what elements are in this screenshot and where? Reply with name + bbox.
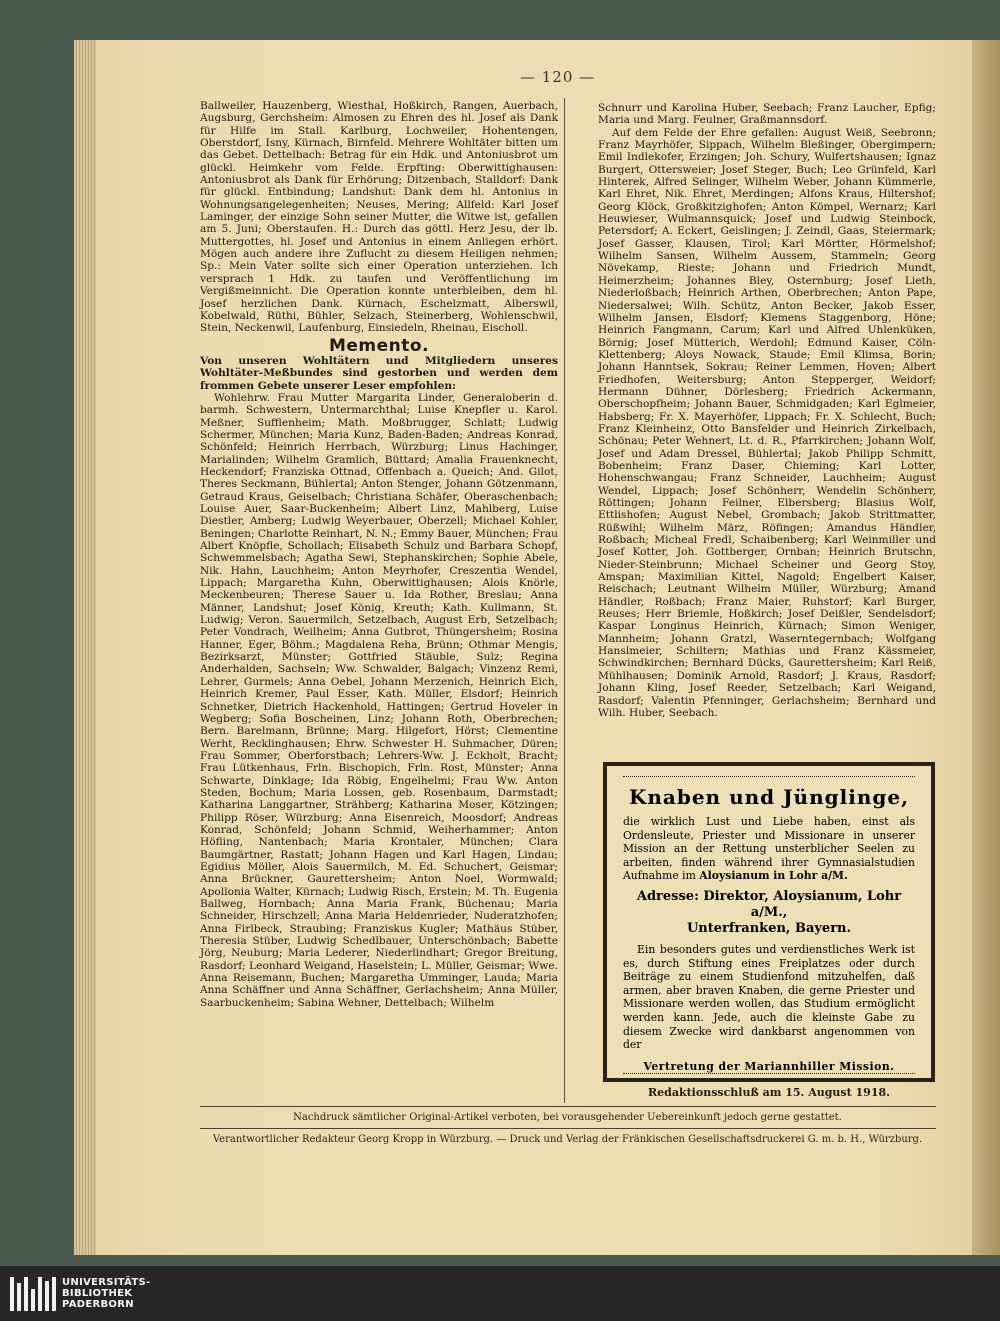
right-paragraph-1: Schnurr und Karolina Huber, Seebach; Franz Laucher, Epfig; Maria und Marg. Feulner, Graßmannsdorf. [598,102,936,127]
ad-address-line-1: Adresse: Direktor, Aloysianum, Lohr a/M., [636,888,902,920]
imprint-notice: Verantwortlicher Redakteur Georg Kropp in Würzburg. — Druck und Verlag der Fränkischen Gesellschaftsdruckerei G. m. b. H., Würzburg. [212,1134,923,1145]
column-divider [564,98,565,1103]
ad-text-2: Ein besonders gutes und verdienstliches Werk ist es, durch Stiftung eines Freiplatzes oder durch Beiträge zu einem Studienfond mitzuhelfen, daß armen, aber braven Knaben, die gerne Priester und Missionare werden wollen, das Studium ermöglicht werden kann. Jede, auch die kleinste Gabe zu diesem Zwecke wird dankbarst angenommen von der [623,942,915,1052]
footer-rule-1 [200,1106,936,1107]
ad-address [623,889,915,937]
reprint-notice: Nachdruck sämtlicher Original-Artikel verboten, bei vorausgehender Uebereinkunft jedoch gerne gestattet. [293,1112,842,1123]
ad-address-line-2: Unterfranken, Bayern. [686,920,852,936]
page-number: — 120 — [520,68,596,86]
memento-title: Memento. [328,335,430,356]
memento-list: Wohlehrw. Frau Mutter Margarita Linder, Generaloberin d. barmh. Schwestern, Untermarchthal; Luise Knepfler u. Karol. Meßner, Sufflenheim; Math. Moßbrugger, Schlatt; Ludwig Schermer, München; Maria Kunz, Baden-Baden; Andreas Konrad, Schönfeld; Heinrich Herrbach, Würzburg; Linus Hachinger, Marialinden; Wilhelm Gramlich, Büttard; Amalia Frauenknecht, Heckendorf; Franziska Ottnad, Offenbach a. Queich; And. Gilot, Theres Seckmann, Bühlertal; Anton Stenger, Johann Götzenmann, Getraud Kraus, Geiselbach; Christiana Schäfer, Oberaschenbach; Louise Auer, Saar-Buckenheim; Albert Linz, Mahlberg, Luise Diestler, Amberg; Ludwig Weyerbauer, Oberzell; Michael Kohler, Beningen; Charlotte Reinhart, N. N.; Emmy Bauer, München; Frau Albert Knöpfle, Schollach; Elisabeth Schulz und Barbara Schopf, Schwemmelsbach; Agatha Sewi, Stephanskirchen; Sophie Abele, Nik. Hahn, Lauchheim; Anton Meyrhofer, Creszentia Wendel, Lippach; Margaretha Kuhn, Oberwittighausen; Alois Knörle, Meckenbeuren; Therese Sauer u. Ida Rother, Breslau; Anna Männer, Landshut; Josef König, Kreuth; Kath. Kullmann, St. Ludwig; Veron. Sauermilch, Setzelbach, August Erb, Setzelbach; Peter Vondrach, Weilheim; Anna Gutbrot, Thüngersheim; Rosina Hanner, Eger, Böhm.; Magdalena Reha, Brünn; Othmar Mengis, Bezirksarzt, Münster; Gottfried Stäuble, Sulz; Regina Anderhalden, Sachseln; Ww. Schwalder, Balgach; Vinzenz Remi, Lehrer, Gurmels; Anna Oebel, Johann Merzenich, Heinrich Eich, Heinrich Kremer, Paul Esser, Kath. Müller, Elsdorf; Heinrich Schnetker, Dietrich Hackenhold, Hattingen; Gertrud Hoveler in Wegberg; Sofia Boscheinen, Linz; Johann Roth, Oberbrechen; Bern. Barelmann, Brünne; Marg. Hilgefort, Hörst; Clementine Werht, Recklinghausen; Ehrw. Schwester H. Suhmacher, Düren; Frau Sommer, Oberforstbach; Lehrers-Ww. J. Eckholt, Bracht; Frau Lütkenhaus, Frln. Bischopich, Frln. Rost, Münster; Anna Schwarte, Dinklage; Ida Röbig, Engelhelmi; Frau Ww. Anton Steden, Bochum; Maria Lossen, geb. Rosenbaum, Darmstadt; Katharina Langgartner, Strähberg; Katharina Moser, Kötzingen; Philipp Röser, Würzburg; Anna Eisenreich, Moosdorf; Andreas Konrad, Schönfeld; Johann Schmid, Weiherhammer; Anton Höfling, Nantenbach; Maria Krontaler, München; Clara Baumgärtner, Rastatt; Johann Hagen und Karl Hagen, Lindau; Egidius Möller, Alois Sauermilch, M. Ed. Schuchert, Geismar; Anna Brückner, Gaurettersheim; Anton Noel, Wormwald; Apollonia Walter, Kürnach; Ludwig Risch, Erstein; M. Th. Eugenia Ballweg, Hornbach; Anna Maria Frank, Büchenau; Maria Schneider, Hirschzell; Anna Maria Heldenrieder, Nuderatzhofen; Anna Firlbeck, Straubing; Franziskus Kugler; Mathäus Stüber, Theresia Stüber, Ludwig Schedlbauer, Unterschönbach; Babette Jörg, Neuburg; Maria Lederer, Niederlindhart; Gregor Breitung, Rasdorf; Leonhard Weigand, Haselstein; L. Müller, Geismar; Wwe. Anna Reisemann, Buchen; Margaretha Umminger, Lauda; Maria Anna Schäffner und Anna Schäffner, Gerlachsheim; Anna Müller, Saarbuckenheim; Sabina Wehner, Dettelbach; Wilhelm [200,391,558,1009]
library-line-1: UNIVERSITÄTS- [62,1277,151,1288]
footer-rule-2 [200,1128,936,1129]
ad-title: Knaben und Jünglinge, [628,785,910,809]
left-column [200,100,558,1009]
left-paragraph-1: Ballweiler, Hauzenberg, Wiesthal, Hoßkirch, Rangen, Auerbach, Augsburg, Gerchsheim: Almosen zu Ehren des hl. Josef als Dank für Hilfe im Stall. Karlburg, Lochweiler, Hohentengen, Oberstdorf, Isny, Kürnach, Birnfeld. Mehrere Wohltäter bitten um das Gebet. Dettelbach: Betrag für ein Hdk. und Antoniusbrot um glückl. Heimkehr vom Felde. Erpfting: Oberwittighausen: Antoniusbrot als Dank für Erhörung; Ditzenbach, Stalldorf: Dank für glückl. Entbindung; Landshut: Dank dem hl. Antonius in Wohnungsangelegenheiten; Neuses, Mering; Allfeld: Karl Josef Laminger, der einzige Sohn seiner Mutter, die Witwe ist, gefallen am 5. Juni; Oberstaufen. H.: Durch das göttl. Herz Jesu, der lb. Muttergottes, hl. Josef und Antonius in einem Anliegen erhört. Mögen auch andere ihre Zuflucht zu diesem Heiligen nehmen; Sp.: Mein Vater sollte sich einer Operation unterziehen. Ich versprach 1 Hdk. zu taufen und Veröffentlichung im Vergißmeinnicht. Die Operation konnte unterbleiben, dem hl. Josef herzlichen Dank. Kürnach, Eschelzmatt, Alberswil, Kobelwald, Rüthi, Bühler, Selzach, Steinerberg, Wohlenschwil, Stein, Neckenwil, Laufenburg, Einsiedeln, Rheinau, Eischoll. [200,100,558,335]
memento-intro: Von unseren Wohltätern und Mitgliedern unseres Wohltäter-Meßbundes sind gestorben und werden dem frommen Gebete unserer Leser empfohlen: [200,354,558,392]
ad-text-1-bold: Aloysianum in Lohr a/M. [699,869,848,883]
library-footer [0,1266,1000,1321]
editorial-deadline: Redaktionsschluß am 15. August 1918. [648,1086,890,1099]
ad-text-1 [623,815,915,883]
ad-signature: Vertretung der Mariannhiller Mission. [643,1059,895,1073]
library-line-3: PADERBORN [62,1299,134,1310]
library-logo-text [62,1277,151,1310]
right-column [598,102,936,719]
advertisement-box [603,762,935,1082]
advertisement-inner [623,776,915,1074]
fallen-list: Auf dem Felde der Ehre gefallen: August Weiß, Seebronn; Franz Mayrhöfer, Sippach, Wilhelm Bleßinger, Obergimpern; Emil Indlekofer, Erzingen; Joh. Schury, Wulfertshausen; Ignaz Burgert, Ottersweier; Josef Steger, Buch; Leo Grünfeld, Karl Hinterek, Alfred Selinger, Wilhelm Weber, Johann Kümmerle, Karl Ehret, Nik. Ehret, Merdingen; Alfons Kraus, Hiltershof; Georg Klöck, Großkitzighofen; Anton Kömpel, Wernarz; Karl Heuwieser, Wulmannsquick; Josef und Ludwig Steinbock, Petersdorf; A. Eckert, Geislingen; J. Zeindl, Gaas, Steiermark; Josef Gasser, Klausen, Tirol; Karl Mörtter, Hörmelshof; Wilhelm Sansen, Wilhelm Aussem, Stammeln; Georg Növekamp, Rieste; Johann und Friedrich Mundt, Heimerzheim; Johannes Bley, Osternburg; Josef Lieth, Niederloßbach; Heinrich Arthen, Oberbrechen; Anton Pape, Niedersalwei; Wilh. Schütz, Anton Becker, Jakob Esser, Wilhelm Jansen, Elsdorf; Klemens Staggenborg, Höne; Heinrich Fangmann, Carum; Karl und Alfred Uhlenküken, Börnig; Josef Mütterich, Werdohl; Edmund Kaiser, Cöln-Klettenberg; Aloys Nowack, Staude; Emil Klimsa, Borin; Johann Hanntsek, Sokrau; Reiner Lemmen, Hoven; Albert Friedhofen, Weitersburg; Anton Stepperger, Weidorf; Hermann Dühner, Dörlesberg; Friedrich Ackermann, Oberschopfheim; Johann Bauer, Schmidgaden; Karl Eglmeier, Habsberg; Fr. X. Mayerhöfer, Lippach; Fr. X. Schlecht, Buch; Franz Kleinheinz, Otto Bansfelder und Heinrich Zirkelbach, Schönau; Peter Wehnert, Lt. d. R., Pfarrkirchen; Johann Wolf, Josef und Adam Dressel, Bühlertal; Jakob Philipp Schmitt, Bobenheim; Franz Daser, Chieming; Karl Lotter, Hohenschwangau; Franz Schneider, Lauchheim; August Wendel, Lippach; Josef Schönherr, Wendelin Schönherr, Röttingen; Johann Feilner, Elbersberg; Blasius Wolf, Ettlishofen; August Nebel, Grombach; Jakob Strittmatter, Rüßwihl; Wilhelm März, Röfingen; Amandus Händler, Roßbach; Micheal Fredl, Schaibenberg; Karl Weinmiller und Josef Kotter, Joh. Gottberger, Ornban; Heinrich Brutschn, Nieder-Steinbrunn; Michael Scheiner und Georg Stoy, Amspan; Maximilian Kittel, Nagold; Engelbert Kaiser, Reischach; Leutnant Wilhelm Müller, Würzburg; Amand Händler, Roßbach; Franz Maier, Ruhstorf; Karl Burger, Reuses; Herr Briemle, Hoßkirch; Josef Deißler, Sendelsdorf; Kaspar Longinus Heinrich, Kürnach; Simon Weniger, Mannheim; Johann Gratzl, Waserntegernbach; Wolfgang Hanslmeier, Schiltern; Mathias und Franz Kässmeier, Schwindkirchen; Bernhard Dücks, Gaurettersheim; Karl Reiß, Mühlhausen; Dominik Arnold, Rasdorf; J. Kraus, Rasdorf; Johann Kling, Josef Reeder, Setzelbach; Karl Weigand, Rasdorf; Valentin Pfenninger, Gerlachsheim; Bernhard und Wilh. Huber, Seebach. [598,126,936,719]
library-logo-icon [10,1277,56,1311]
book-right-edge [972,40,1000,1255]
ad-text-1-body: die wirklich Lust und Liebe haben, einst als Ordensleute, Priester und Missionare in unserer Mission an der Rettung unsterblicher Seelen zu arbeiten, finden während ihrer Gymnasialstudien Aufnahme im [623,815,915,883]
library-line-2: BIBLIOTHEK [62,1288,133,1299]
